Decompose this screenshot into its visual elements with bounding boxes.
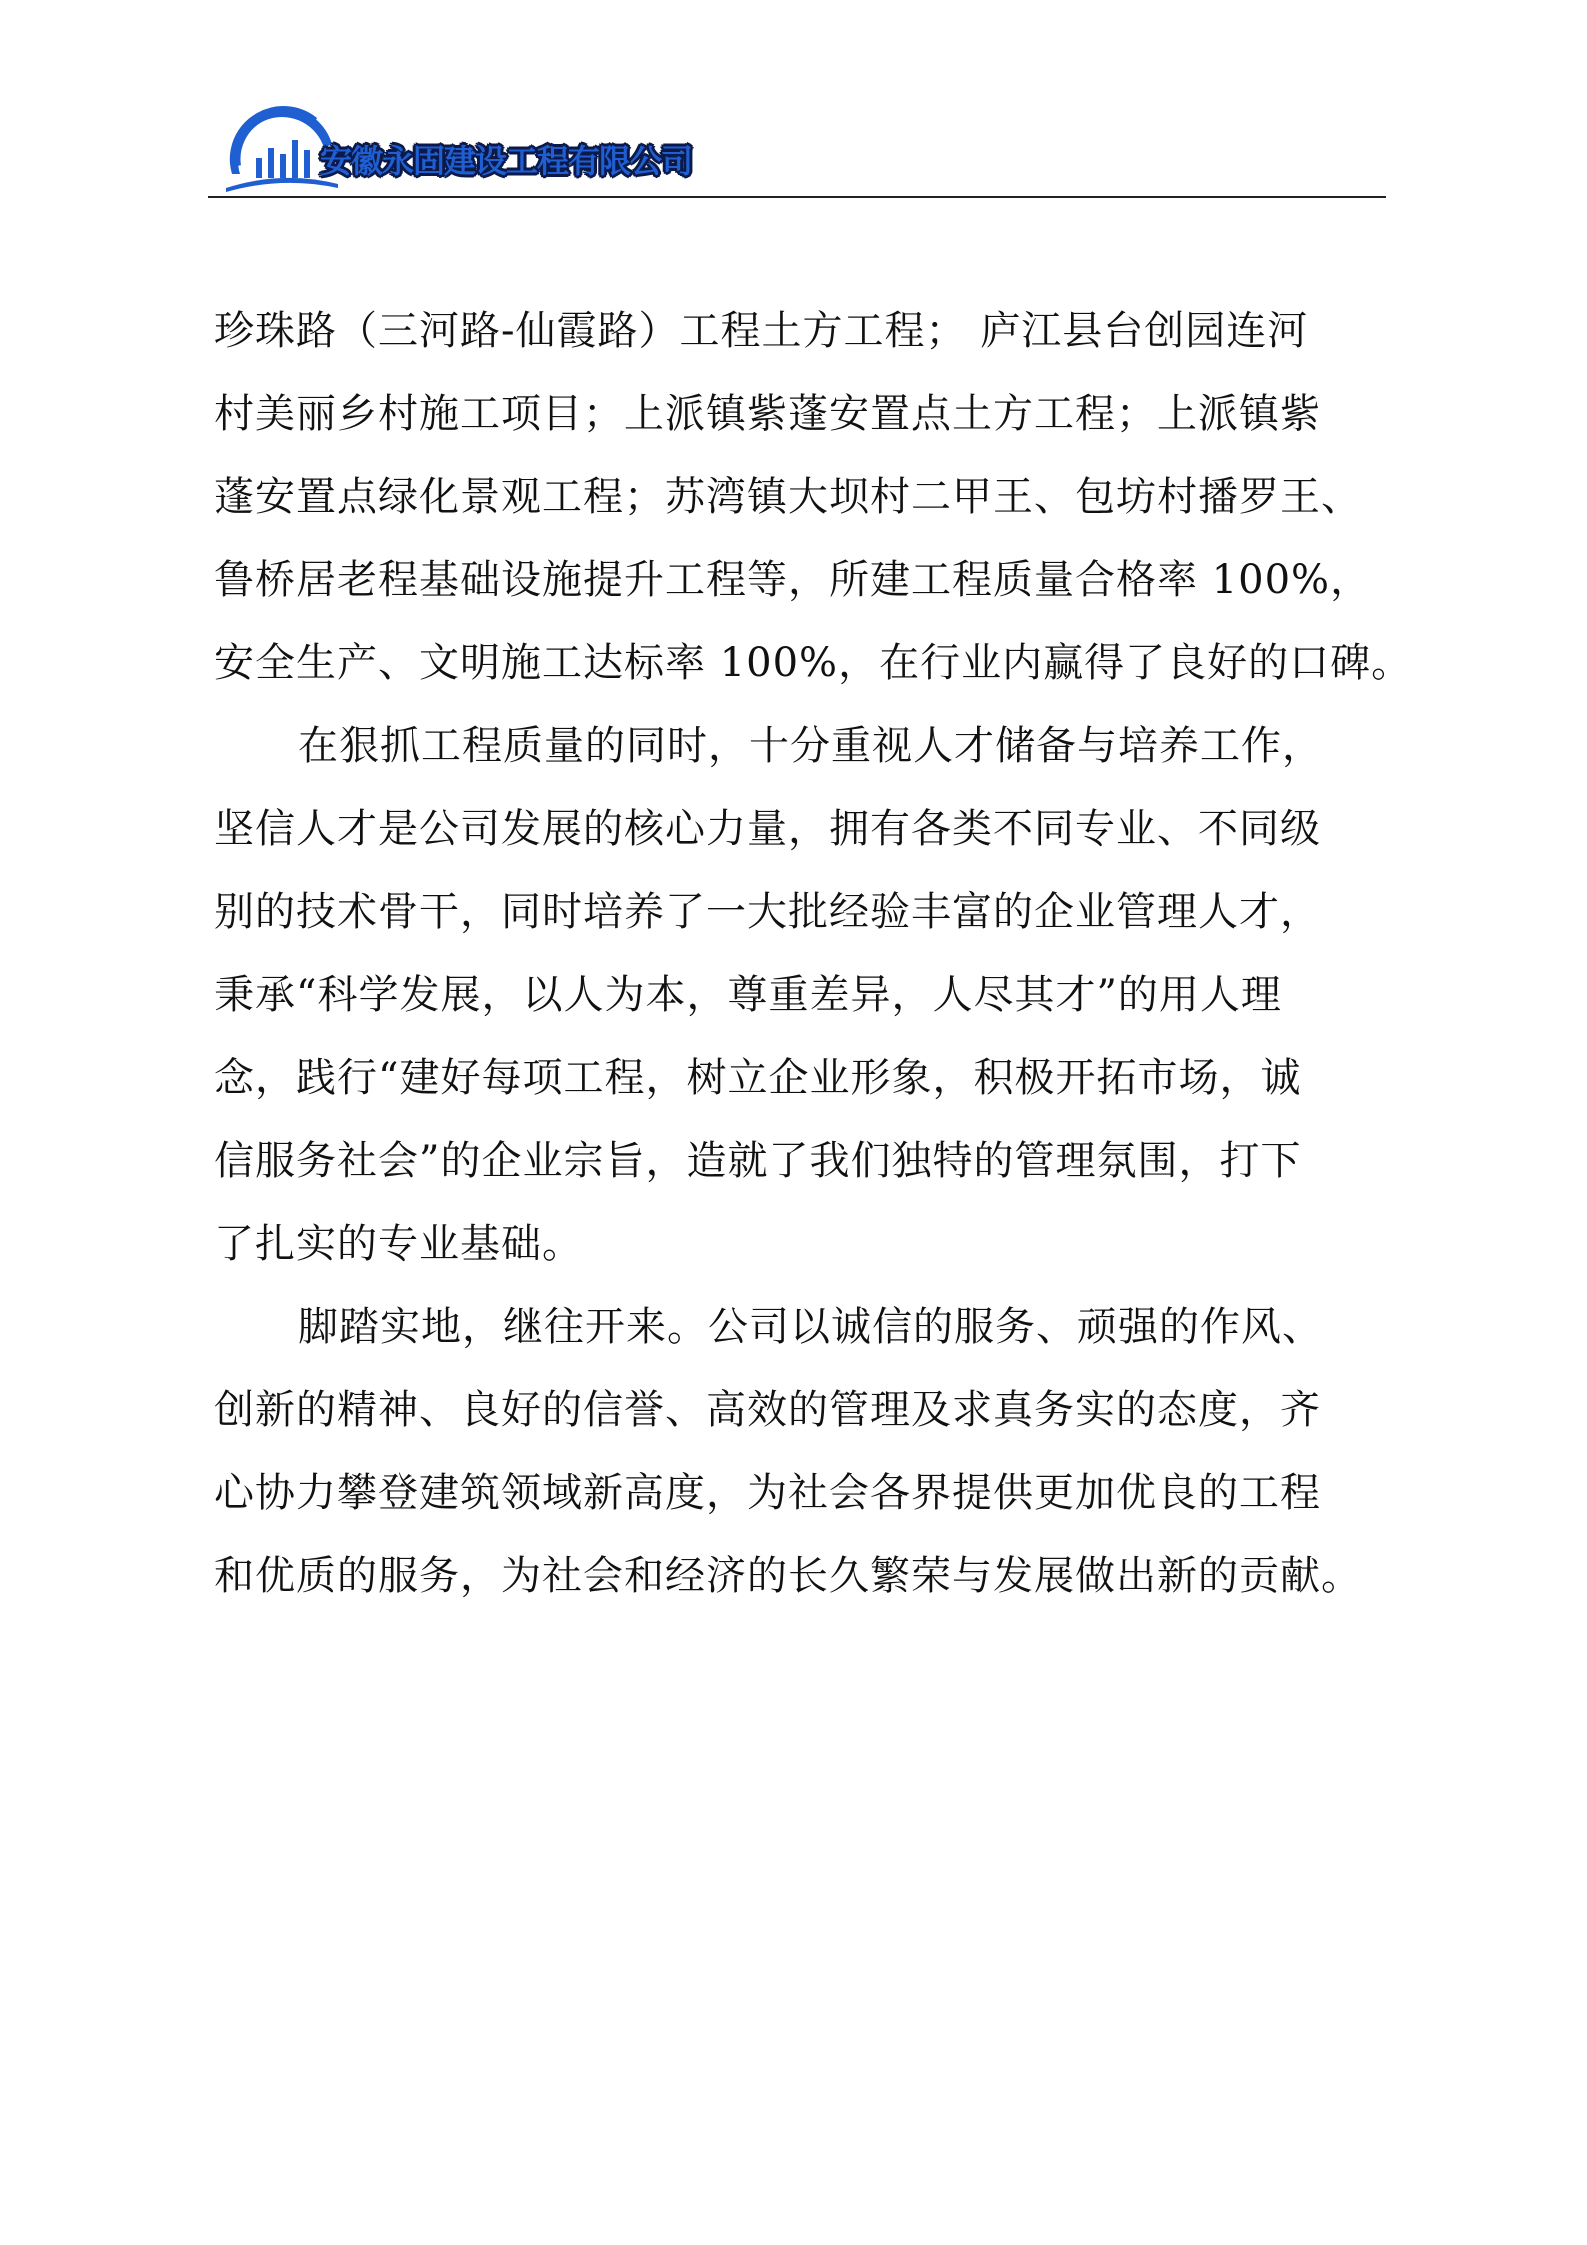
text-line: 创新的精神、良好的信誉、高效的管理及求真务实的态度，齐 — [214, 1387, 1321, 1433]
text-line: 和优质的服务，为社会和经济的长久繁荣与发展做出新的贡献。 — [214, 1553, 1362, 1599]
company-name: 安徽永固建设工程有限公司 — [320, 142, 693, 180]
text-line: 别的技术骨干，同时培养了一大批经验丰富的企业管理人才， — [214, 889, 1321, 935]
text-line: 鲁桥居老程基础设施提升工程等，所建工程质量合格率 100%， — [214, 557, 1372, 603]
header-divider — [208, 196, 1386, 198]
text-line: 心协力攀登建筑领域新高度，为社会各界提供更加优良的工程 — [214, 1470, 1321, 1516]
paragraph-start-line: 脚踏实地，继往开来。公司以诚信的服务、顽强的作风、 — [298, 1304, 1323, 1350]
text-line: 村美丽乡村施工项目；上派镇紫蓬安置点土方工程；上派镇紫 — [214, 391, 1321, 437]
page-header — [208, 100, 1388, 200]
paragraph-start-line: 在狠抓工程质量的同时，十分重视人才储备与培养工作， — [298, 723, 1323, 769]
text-line: 蓬安置点绿化景观工程；苏湾镇大坝村二甲王、包坊村播罗王、 — [214, 474, 1362, 520]
text-line: 了扎实的专业基础。 — [214, 1221, 583, 1267]
text-line: 信服务社会”的企业宗旨，造就了我们独特的管理氛围，打下 — [214, 1138, 1302, 1184]
text-line: 坚信人才是公司发展的核心力量，拥有各类不同专业、不同级 — [214, 806, 1321, 852]
text-line: 秉承“科学发展，以人为本，尊重差异，人尽其才”的用人理 — [214, 972, 1282, 1018]
text-line: 念，践行“建好每项工程，树立企业形象，积极开拓市场，诚 — [214, 1055, 1302, 1101]
text-line: 珍珠路（三河路-仙霞路）工程土方工程； 庐江县台创园连河 — [214, 308, 1309, 354]
document-body — [214, 290, 1414, 1618]
text-line: 安全生产、文明施工达标率 100%，在行业内赢得了良好的口碑。 — [214, 640, 1413, 686]
